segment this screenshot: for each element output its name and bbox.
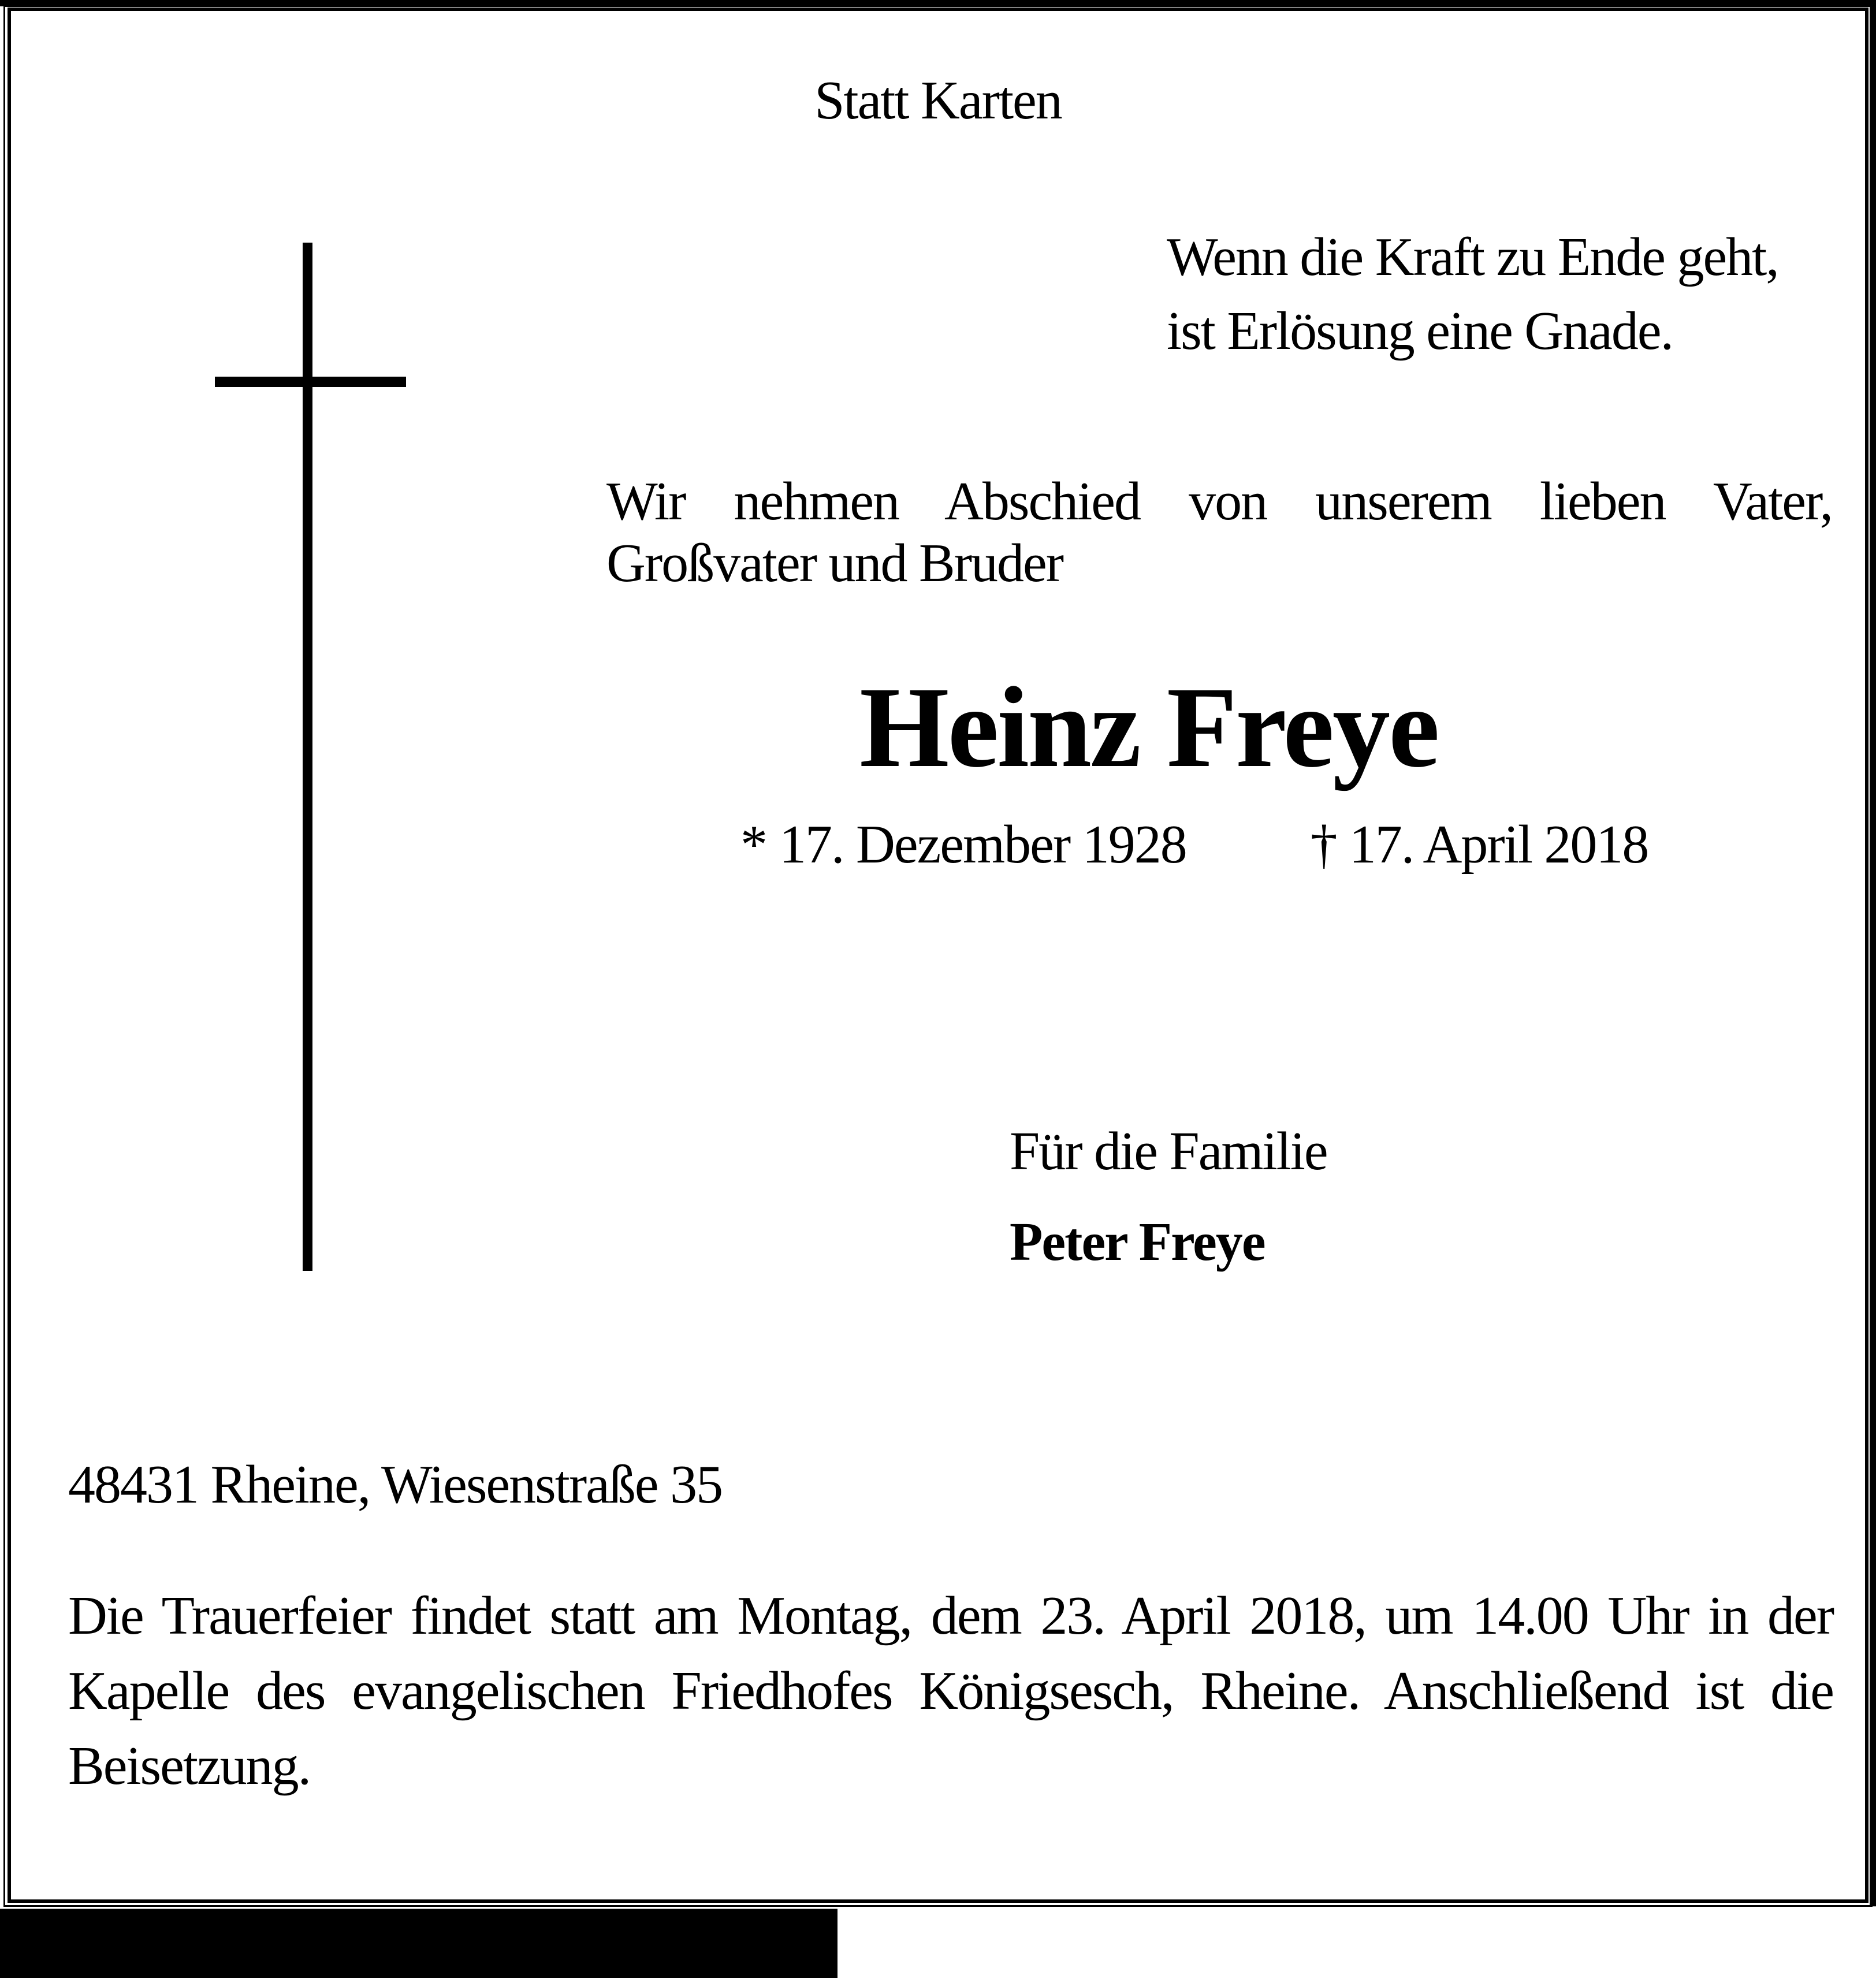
address-line: 48431 Rheine, Wiesenstraße 35 <box>68 1455 723 1515</box>
family-label: Für die Familie <box>1010 1121 1327 1181</box>
dagger-icon: † <box>1310 815 1337 875</box>
cross-vertical-bar <box>303 243 312 1271</box>
born-symbol: * <box>740 815 766 875</box>
memorial-verse <box>1167 220 1778 368</box>
mourner-name: Peter Freye <box>1010 1212 1265 1272</box>
farewell-paragraph <box>606 471 1832 594</box>
farewell-line-1: Wir nehmen Abschied von unserem lieben Vater, <box>606 471 1832 531</box>
life-dates <box>740 812 1648 878</box>
funeral-line-3: Beisetzung. <box>68 1736 311 1796</box>
funeral-line-2: Kapelle des evangelischen Friedhofes Königsesch, Rheine. Anschließend ist die <box>68 1661 1833 1721</box>
death-date-text: 17. April 2018 <box>1349 815 1648 875</box>
verse-line-2: ist Erlösung eine Gnade. <box>1167 301 1673 361</box>
birth-date <box>740 815 1186 875</box>
birth-date-text: 17. Dezember 1928 <box>779 815 1186 875</box>
farewell-line-2: Großvater und Bruder <box>606 533 1063 593</box>
cross-horizontal-bar <box>215 377 406 387</box>
deceased-name: Heinz Freye <box>859 664 1438 791</box>
funeral-line-1: Die Trauerfeier findet statt am Montag, dem 23. April 2018, um 14.00 Uhr in der <box>68 1586 1833 1646</box>
redaction-block <box>0 1909 838 1978</box>
verse-line-1: Wenn die Kraft zu Ende geht, <box>1167 227 1778 287</box>
statt-karten-header: Statt Karten <box>814 70 1062 131</box>
death-date <box>1311 815 1648 875</box>
funeral-info-paragraph <box>68 1578 1833 1804</box>
